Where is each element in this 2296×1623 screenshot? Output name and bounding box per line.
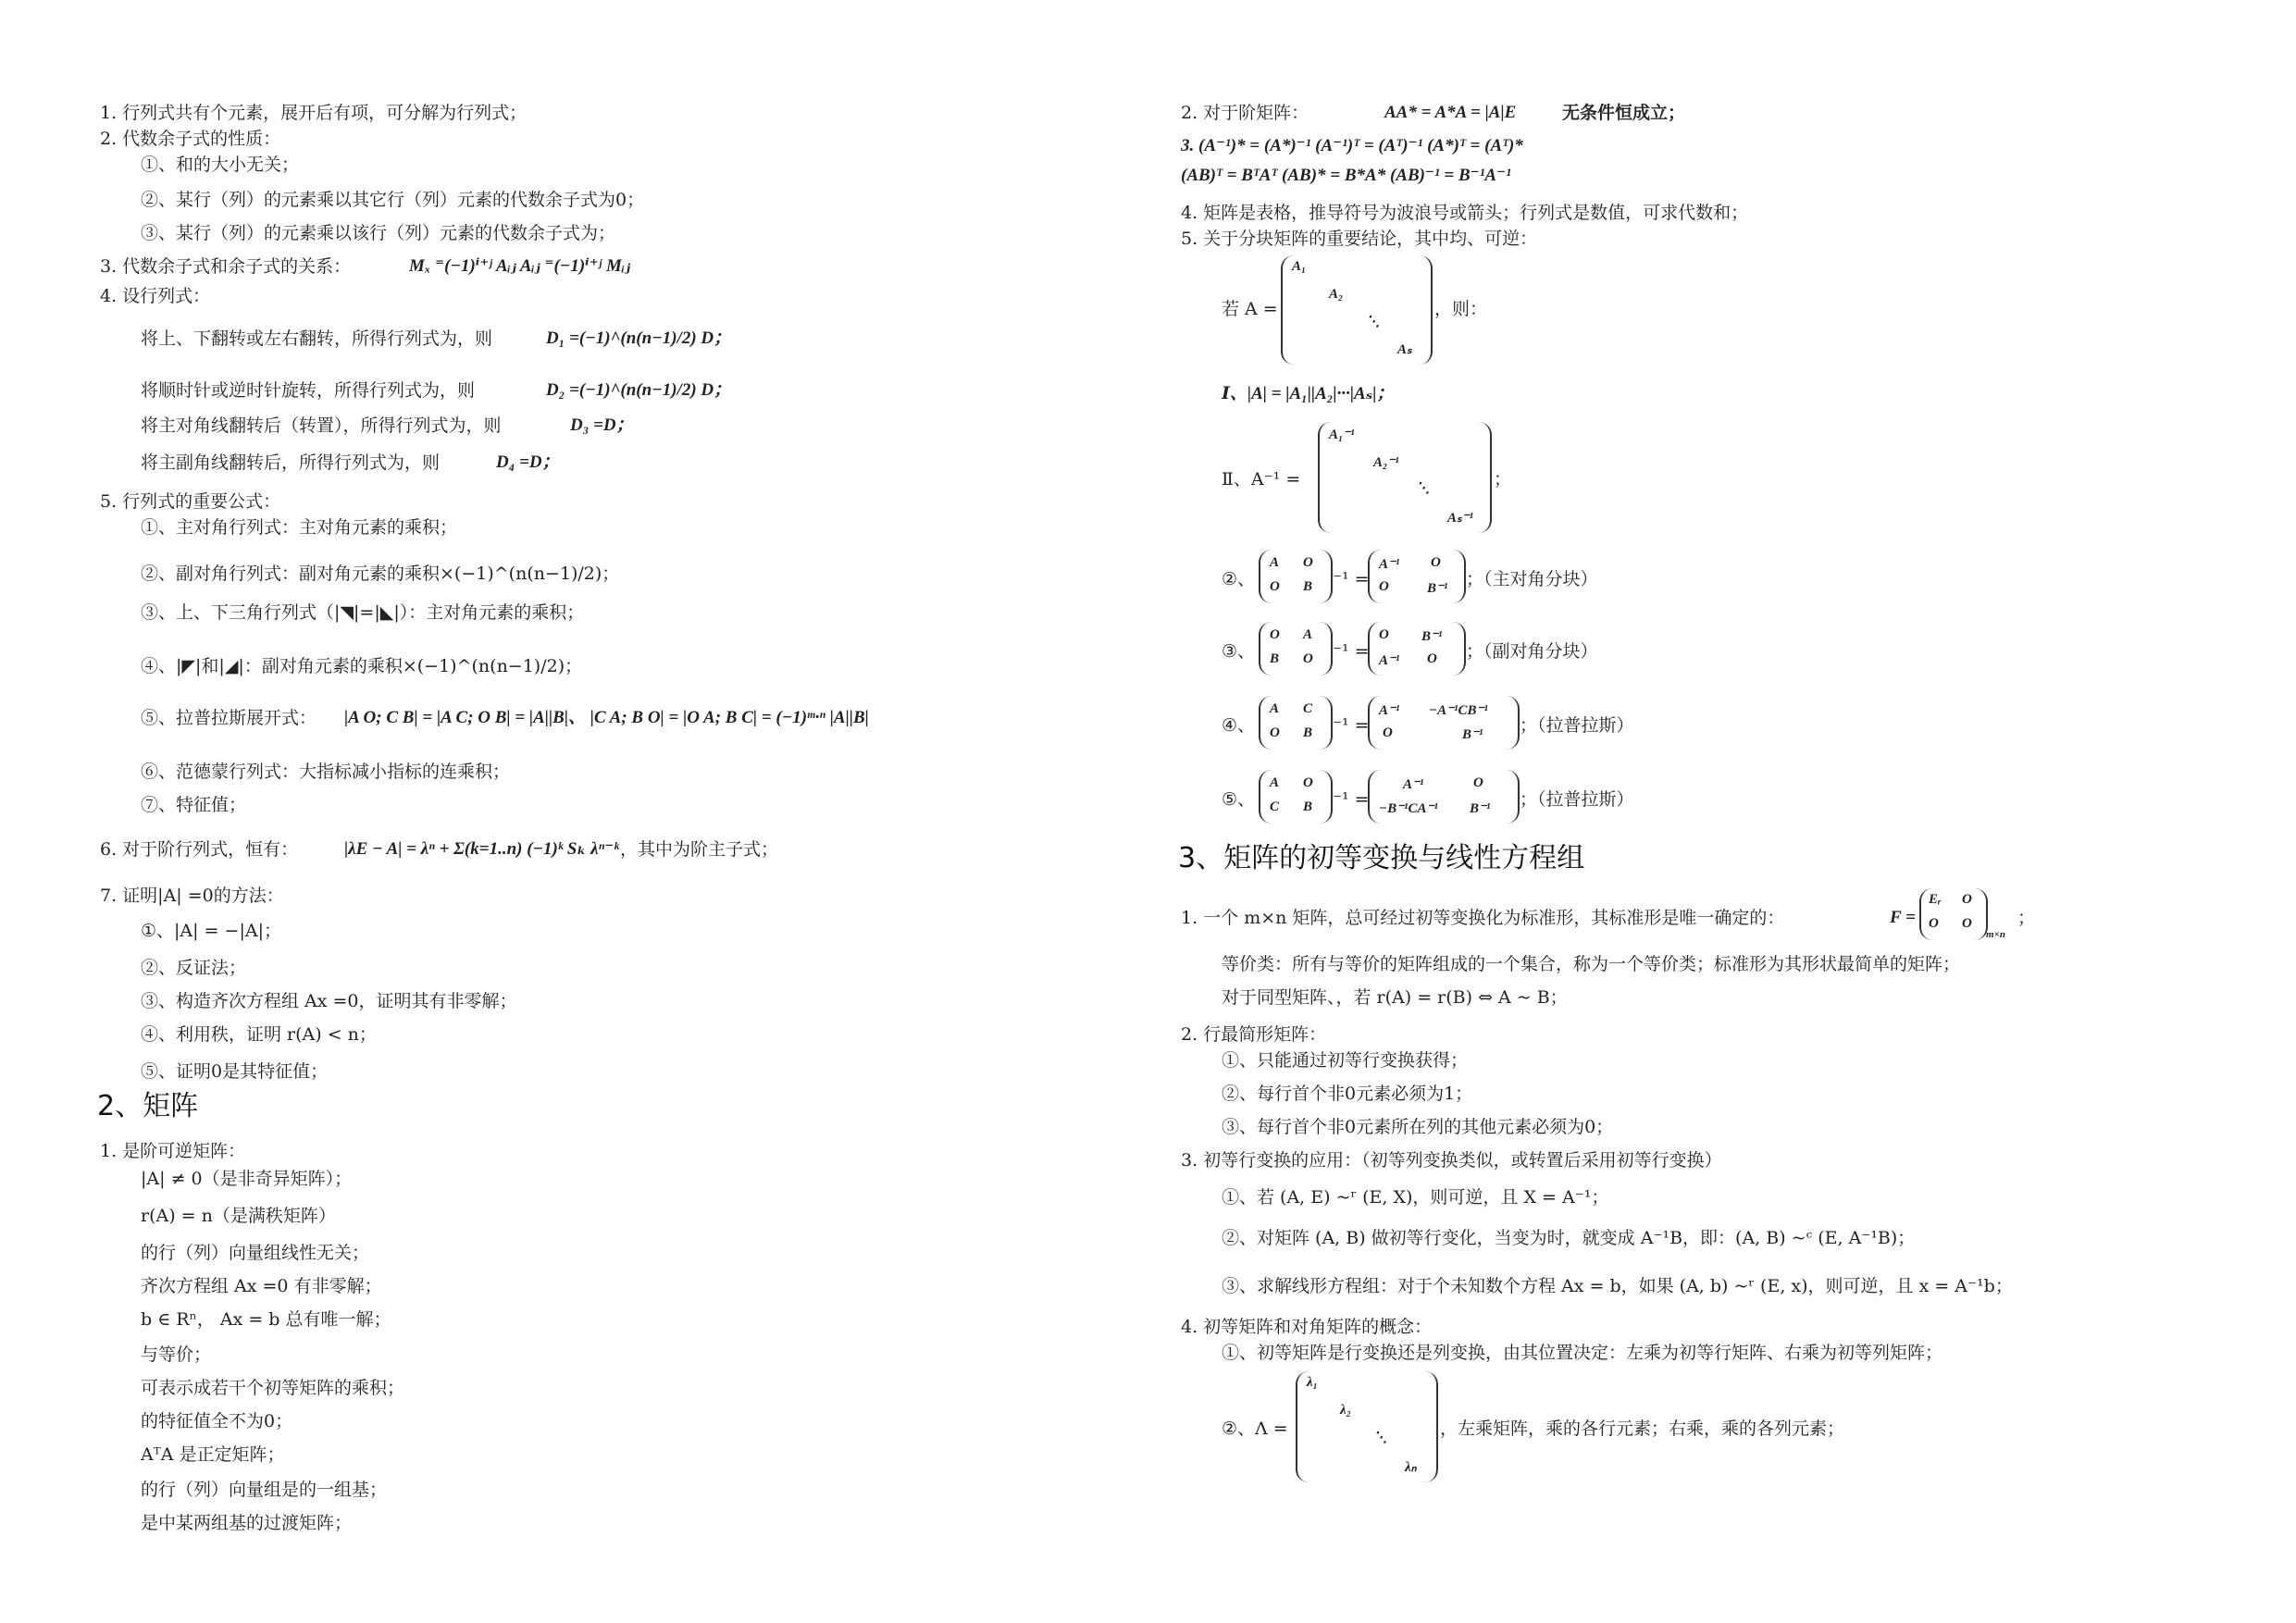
item-r2-tail: 无条件恒成立； xyxy=(1562,103,1686,123)
item-r4: 4. 矩阵是表格，推导符号为波浪号或箭头；行列式是数值，可求代数和； xyxy=(1181,203,1749,223)
matrix-cell: ⋱ xyxy=(1416,481,1430,496)
item-r2-formula: AA* = A*A = |A|E xyxy=(1384,103,1517,122)
item-1: 1. 行列式共有个元素，展开后有项，可分解为行列式； xyxy=(100,103,527,123)
matrix-cell: B⁻¹ xyxy=(1421,629,1443,644)
matrix-cell: A₁ xyxy=(1292,259,1307,274)
item-5-5: ⑤、拉普拉斯展开式： xyxy=(141,708,317,728)
item-5-7: ⑦、特征值； xyxy=(141,795,247,815)
matrix-cell: B xyxy=(1303,799,1313,814)
item-m1-1: |A| ≠ 0（是非奇异矩阵）； xyxy=(141,1169,353,1189)
matrix-cell: B xyxy=(1303,725,1313,740)
item-e1-end: ； xyxy=(2017,908,2036,928)
matrix-cell: A xyxy=(1270,701,1280,716)
matrix-cell: A xyxy=(1270,555,1280,570)
item-5-3: ③、上、下三角行列式（|◥|=|◣|）：主对角元素的乘积； xyxy=(141,602,585,623)
matrix-cell: ⋱ xyxy=(1373,1431,1387,1445)
item-r5: 5. 关于分块矩阵的重要结论，其中均、可逆： xyxy=(1181,229,1538,249)
equals-sign: ⁻¹ = xyxy=(1333,715,1370,736)
matrix-A-inverse xyxy=(1318,422,1492,533)
item-r3-row2: (AB)ᵀ = BᵀAᵀ (AB)* = B*A* (AB)⁻¹ = B⁻¹A⁻¹ xyxy=(1181,166,1511,185)
item-e3-2: ②、对矩阵 (A, B) 做初等行变化，当变为时，就变成 A⁻¹B，即：(A, B) ~ᶜ (E, A⁻¹B)； xyxy=(1222,1228,1916,1248)
item-6: 6. 对于阶行列式，恒有： xyxy=(100,839,299,860)
matrix-cell: B⁻¹ xyxy=(1462,727,1483,742)
matrix-cell: O xyxy=(1270,725,1280,740)
matrix-cell: O xyxy=(1431,555,1441,570)
item-r5-3: ③、 xyxy=(1222,641,1256,662)
item-2-2: ②、某行（列）的元素乘以其它行（列）元素的代数余子式为0； xyxy=(141,190,645,210)
equals-sign: ⁻¹ = xyxy=(1333,641,1370,662)
matrix-cell: O xyxy=(1379,627,1389,642)
item-7-4: ④、利用秩，证明 r(A) < n； xyxy=(141,1024,377,1045)
matrix-A-block xyxy=(1281,255,1433,365)
note-main-diag: ；（主对角分块） xyxy=(1466,569,1598,589)
item-r5-if: 若 A = xyxy=(1222,299,1278,319)
matrix-OBinvAinvO xyxy=(1368,622,1466,675)
matrix-AOCB xyxy=(1259,770,1333,824)
item-m1-5: b ∈ Rⁿ， Ax = b 总有唯一解； xyxy=(141,1309,391,1330)
item-2-3: ③、某行（列）的元素乘以该行（列）元素的代数余子式为； xyxy=(141,223,616,243)
item-r2: 2. 对于阶矩阵： xyxy=(1181,103,1309,123)
item-4: 4. 设行列式： xyxy=(100,286,211,306)
item-7: 7. 证明|A| =0的方法： xyxy=(100,886,284,906)
matrix-ACOB xyxy=(1259,696,1333,750)
item-e3: 3. 初等行变换的应用：（初等列变换类似，或转置后采用初等行变换） xyxy=(1181,1150,1722,1171)
item-4-2-formula: D₂ =(−1)^(n(n−1)/2) D； xyxy=(546,380,732,400)
item-m1-2: r(A) = n（是满秩矩阵） xyxy=(141,1206,336,1226)
matrix-cell: ⋱ xyxy=(1366,315,1380,329)
section-heading-3: 3、矩阵的初等变换与线性方程组 xyxy=(1178,842,1585,874)
matrix-cell: Eᵣ xyxy=(1929,892,1942,907)
item-r5-5: ⑤、 xyxy=(1222,789,1256,810)
matrix-cell: O xyxy=(1270,627,1280,642)
equals-sign: ⁻¹ = xyxy=(1333,569,1370,589)
item-m1-8: 的特征值全不为0； xyxy=(141,1411,293,1431)
matrix-cell: A₂ xyxy=(1329,287,1344,302)
note-anti-diag: ；（副对角分块） xyxy=(1466,641,1598,662)
matrix-cell: B⁻¹ xyxy=(1427,581,1448,596)
equals-sign: ⁻¹ = xyxy=(1333,789,1370,810)
matrix-laplace-2 xyxy=(1368,770,1520,824)
matrix-cell: A xyxy=(1303,627,1313,642)
item-3-formula: Mₓ ⁼(−1)ⁱ⁺ʲ Aᵢⱼ Aᵢⱼ ⁼(−1)ⁱ⁺ʲ Mᵢⱼ xyxy=(409,256,631,276)
item-e2-2: ②、每行首个非0元素必须为1； xyxy=(1222,1084,1473,1104)
item-5-1: ①、主对角行列式：主对角元素的乘积； xyxy=(141,517,458,538)
item-4-3: 将主对角线翻转后（转置），所得行列式为，则 xyxy=(141,415,502,436)
matrix-cell: C xyxy=(1270,799,1280,814)
item-e3-1: ①、若 (A, E) ~ʳ (E, X)，则可逆，且 X = A⁻¹； xyxy=(1222,1187,1609,1208)
item-e4-1: ①、初等矩阵是行变换还是列变换，由其位置决定：左乘为初等行矩阵、右乘为初等列矩阵； xyxy=(1222,1343,1943,1363)
item-m1-9: AᵀA 是正定矩阵； xyxy=(141,1444,285,1465)
matrix-cell: λₙ xyxy=(1405,1460,1417,1475)
item-e1-same: 对于同型矩阵、，若 r(A) = r(B) ⇔ A ~ B； xyxy=(1222,987,1568,1008)
matrix-cell: O xyxy=(1303,555,1313,570)
item-m1-10: 的行（列）向量组是的一组基； xyxy=(141,1480,388,1500)
item-e1: 1. 一个 m×n 矩阵，总可经过初等变换化为标准形，其标准形是唯一确定的： xyxy=(1181,908,1785,928)
matrix-cell: O xyxy=(1270,579,1280,594)
item-m1-3: 的行（列）向量组线性无关； xyxy=(141,1243,370,1263)
item-7-3: ③、构造齐次方程组 Ax =0，证明其有非零解； xyxy=(141,991,517,1011)
item-5-6: ⑥、范德蒙行列式：大指标减小指标的连乘积； xyxy=(141,762,511,782)
matrix-cell: λ₁ xyxy=(1307,1375,1318,1390)
matrix-Lambda xyxy=(1296,1371,1438,1482)
item-r5-II-end: ； xyxy=(1494,469,1512,489)
matrix-cell: A xyxy=(1270,775,1280,790)
item-4-1: 将上、下翻转或左右翻转，所得行列式为，则 xyxy=(141,328,493,349)
note-laplace-1: ；（拉普拉斯） xyxy=(1520,715,1634,736)
item-e4-2-desc: ，左乘矩阵，乘的各行元素；右乘，乘的各列元素； xyxy=(1440,1419,1845,1439)
item-m1-7: 可表示成若干个初等矩阵的乘积； xyxy=(141,1378,405,1398)
matrix-F-subscript: m×n xyxy=(1986,929,2005,940)
item-m1-4: 齐次方程组 Ax =0 有非零解； xyxy=(141,1276,382,1296)
item-m1: 1. 是阶可逆矩阵： xyxy=(100,1141,246,1161)
item-7-5: ⑤、证明0是其特征值； xyxy=(141,1061,329,1082)
matrix-AinvOOBinv xyxy=(1368,550,1466,603)
item-e1-class: 等价类：所有与等价的矩阵组成的一个集合，称为一个等价类；标准形为其形状最简单的矩阵； xyxy=(1222,954,1961,974)
item-2: 2. 代数余子式的性质： xyxy=(100,129,281,149)
item-5-4: ④、|◤|和|◢|：副对角元素的乘积×(−1)^(n(n−1)/2)； xyxy=(141,656,583,676)
matrix-cell: O xyxy=(1379,579,1389,594)
item-r3-row1: 3. (A⁻¹)* = (A*)⁻¹ (A⁻¹)ᵀ = (Aᵀ)⁻¹ (A*)ᵀ = (Aᵀ)* xyxy=(1181,136,1523,155)
matrix-cell: A₂⁻¹ xyxy=(1373,455,1399,470)
matrix-cell: O xyxy=(1303,651,1313,666)
item-m1-6: 与等价； xyxy=(141,1344,212,1365)
item-e2-1: ①、只能通过初等行变换获得； xyxy=(1222,1050,1469,1071)
item-r5-I: Ⅰ、|A| = |A₁||A₂|···|Aₛ|； xyxy=(1222,384,1395,403)
matrix-F xyxy=(1919,888,1988,940)
item-4-2: 将顺时针或逆时针旋转，所得行列式为，则 xyxy=(141,380,476,401)
note-laplace-2: ；（拉普拉斯） xyxy=(1520,789,1634,810)
item-4-3-formula: D₃ =D； xyxy=(570,415,634,435)
item-m1-11: 是中某两组基的过渡矩阵； xyxy=(141,1513,353,1533)
matrix-cell: O xyxy=(1303,775,1313,790)
matrix-OABO xyxy=(1259,622,1333,675)
matrix-cell: −A⁻¹CB⁻¹ xyxy=(1429,703,1488,718)
item-6-tail: ，其中为阶主子式； xyxy=(620,839,779,860)
item-r5-then: ，则： xyxy=(1434,299,1488,319)
item-5: 5. 行列式的重要公式： xyxy=(100,491,281,512)
item-r5-II: Ⅱ、A⁻¹ = xyxy=(1222,469,1301,489)
item-e2-3: ③、每行首个非0元素所在列的其他元素必须为0； xyxy=(1222,1117,1614,1137)
item-4-4: 将主副角线翻转后，所得行列式为，则 xyxy=(141,452,441,473)
item-e2: 2. 行最简形矩阵： xyxy=(1181,1024,1327,1045)
item-7-2: ②、反证法； xyxy=(141,958,247,978)
matrix-cell: O xyxy=(1962,916,1972,931)
item-4-4-formula: D₄ =D； xyxy=(496,452,560,472)
matrix-cell: B⁻¹ xyxy=(1470,801,1491,816)
item-r5-4: ④、 xyxy=(1222,715,1256,736)
matrix-cell: O xyxy=(1427,651,1437,666)
matrix-cell: A⁻¹ xyxy=(1379,557,1400,572)
matrix-cell: O xyxy=(1962,892,1972,907)
section-heading-2: 2、矩阵 xyxy=(97,1090,199,1122)
item-3: 3. 代数余子式和余子式的关系： xyxy=(100,256,352,277)
matrix-cell: A⁻¹ xyxy=(1379,653,1400,668)
matrix-laplace-1 xyxy=(1368,696,1520,750)
item-7-1: ①、|A| = −|A|； xyxy=(141,921,282,941)
matrix-cell: A₁⁻¹ xyxy=(1329,427,1355,442)
matrix-cell: B xyxy=(1270,651,1280,666)
item-5-5-formula: |A O; C B| = |A C; O B| = |A||B|、 |C A; B O| = |O A; B C| = (−1)ᵐ·ⁿ |A||B| xyxy=(344,708,869,727)
matrix-cell: Aₛ xyxy=(1397,342,1412,357)
item-e4: 4. 初等矩阵和对角矩阵的概念： xyxy=(1181,1317,1433,1337)
item-e1-F: F = xyxy=(1890,908,1916,927)
matrix-cell: O xyxy=(1383,725,1393,740)
item-2-1: ①、和的大小无关； xyxy=(141,155,300,175)
matrix-cell: B xyxy=(1303,579,1313,594)
matrix-cell: C xyxy=(1303,701,1313,716)
matrix-cell: A⁻¹ xyxy=(1403,777,1424,792)
matrix-cell: A⁻¹ xyxy=(1379,703,1400,718)
matrix-AOOB xyxy=(1259,550,1333,603)
matrix-cell: λ₂ xyxy=(1340,1403,1351,1418)
item-4-1-formula: D₁ =(−1)^(n(n−1)/2) D； xyxy=(546,328,732,348)
item-r5-2: ②、 xyxy=(1222,569,1256,589)
item-6-formula: |λE − A| = λⁿ + Σ(k=1..n) (−1)ᵏ Sₖ λⁿ⁻ᵏ xyxy=(344,839,619,859)
matrix-cell: −B⁻¹CA⁻¹ xyxy=(1379,801,1438,816)
item-e3-3: ③、求解线形方程组：对于个未知数个方程 Ax = b，如果 (A, b) ~ʳ (E, x)，则可逆，且 x = A⁻¹b； xyxy=(1222,1276,2013,1296)
item-e4-2: ②、Λ = xyxy=(1222,1419,1288,1439)
matrix-cell: O xyxy=(1473,775,1483,790)
matrix-cell: Aₛ⁻¹ xyxy=(1447,511,1474,526)
matrix-cell: O xyxy=(1929,916,1939,931)
item-5-2: ②、副对角行列式：副对角元素的乘积×(−1)^(n(n−1)/2)； xyxy=(141,564,620,584)
